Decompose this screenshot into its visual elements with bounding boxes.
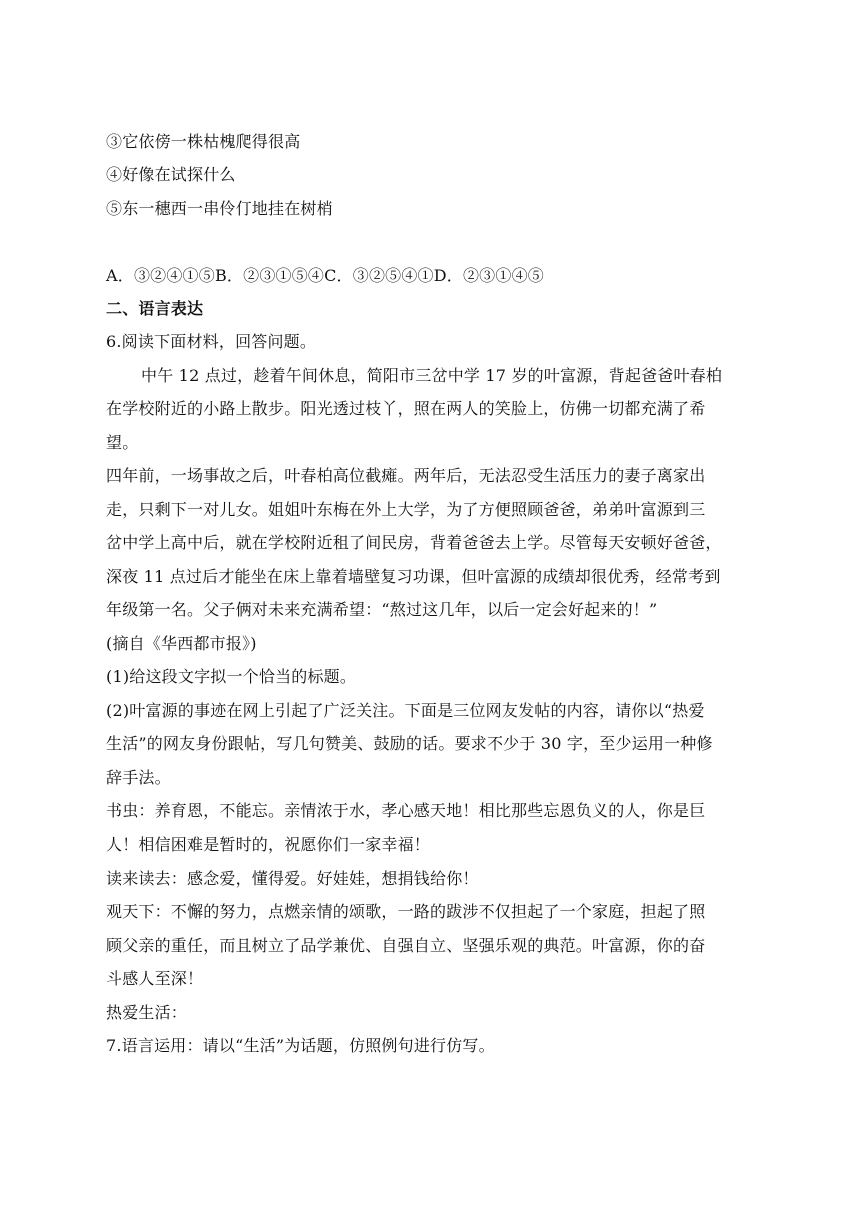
- sub-question-2-line: 生活”的网友身份跟帖，写几句赞美、鼓励的话。要求不少于 30 字，至少运用一种修: [106, 734, 713, 753]
- post-shuchong-line: 人！相信困难是暂时的，祝愿你们一家幸福！: [106, 835, 431, 854]
- passage-line: 四年前，一场事故之后，叶春柏高位截瘫。两年后，无法忍受生活压力的妻子离家出: [106, 466, 706, 485]
- passage-line: 年级第一名。父子俩对未来充满希望：“熬过这几年，以后一定会好起来的！”: [106, 600, 658, 619]
- question-6-prompt: 6.阅读下面材料，回答问题。: [106, 332, 317, 351]
- section-heading: 二、语言表达: [106, 299, 204, 318]
- passage-line: 望。: [106, 433, 139, 452]
- option-item-5: ⑤东一穗西一串伶仃地挂在树梢: [106, 199, 333, 218]
- passage-line: 走，只剩下一对儿女。姐姐叶东梅在外上大学，为了方便照顾爸爸，弟弟叶富源到三: [106, 500, 706, 519]
- post-guantianxia-line: 观天下：不懈的努力，点燃亲情的颂歌，一路的跋涉不仅担起了一个家庭，担起了照: [106, 902, 706, 921]
- passage-line: 中午 12 点过，趁着午间休息，简阳市三岔中学 17 岁的叶富源，背起爸爸叶春柏: [141, 366, 723, 385]
- sub-question-1: (1)给这段文字拟一个恰当的标题。: [106, 667, 357, 686]
- post-guantianxia-line: 顾父亲的重任，而且树立了品学兼优、自强自立、坚强乐观的典范。叶富源，你的奋: [106, 936, 706, 955]
- option-item-4: ④好像在试探什么: [106, 165, 236, 184]
- question-7-prompt: 7.语言运用：请以“生活”为话题，仿照例句进行仿写。: [106, 1036, 495, 1055]
- post-shuchong-line: 书虫：养育恩，不能忘。亲情浓于水，孝心感天地！相比那些忘恩负义的人，你是巨: [106, 801, 706, 820]
- passage-line: 岔中学上高中后，就在学校附近租了间民房，背着爸爸去上学。尽管每天安顿好爸爸，: [106, 533, 722, 552]
- passage-source: (摘自《华西都市报》): [106, 634, 257, 653]
- post-dulaidu: 读来读去：感念爱，懂得爱。好娃娃，想捐钱给你！: [106, 869, 479, 888]
- answer-options: A．③②④①⑤B．②③①⑤④C．③②⑤④①D．②③①④⑤: [106, 266, 544, 285]
- post-reai-prompt: 热爱生活：: [106, 1003, 188, 1022]
- sub-question-2-line: (2)叶富源的事迹在网上引起了广泛关注。下面是三位网友发帖的内容，请你以“热爱: [106, 701, 705, 720]
- sub-question-2-line: 辞手法。: [106, 768, 171, 787]
- option-item-3: ③它依傍一株枯槐爬得很高: [106, 132, 301, 151]
- post-guantianxia-line: 斗感人至深！: [106, 969, 204, 988]
- passage-line: 在学校附近的小路上散步。阳光透过枝丫，照在两人的笑脸上，仿佛一切都充满了希: [106, 399, 706, 418]
- passage-line: 深夜 11 点过后才能坐在床上靠着墙壁复习功课，但叶富源的成绩却很优秀，经常考到: [106, 567, 721, 586]
